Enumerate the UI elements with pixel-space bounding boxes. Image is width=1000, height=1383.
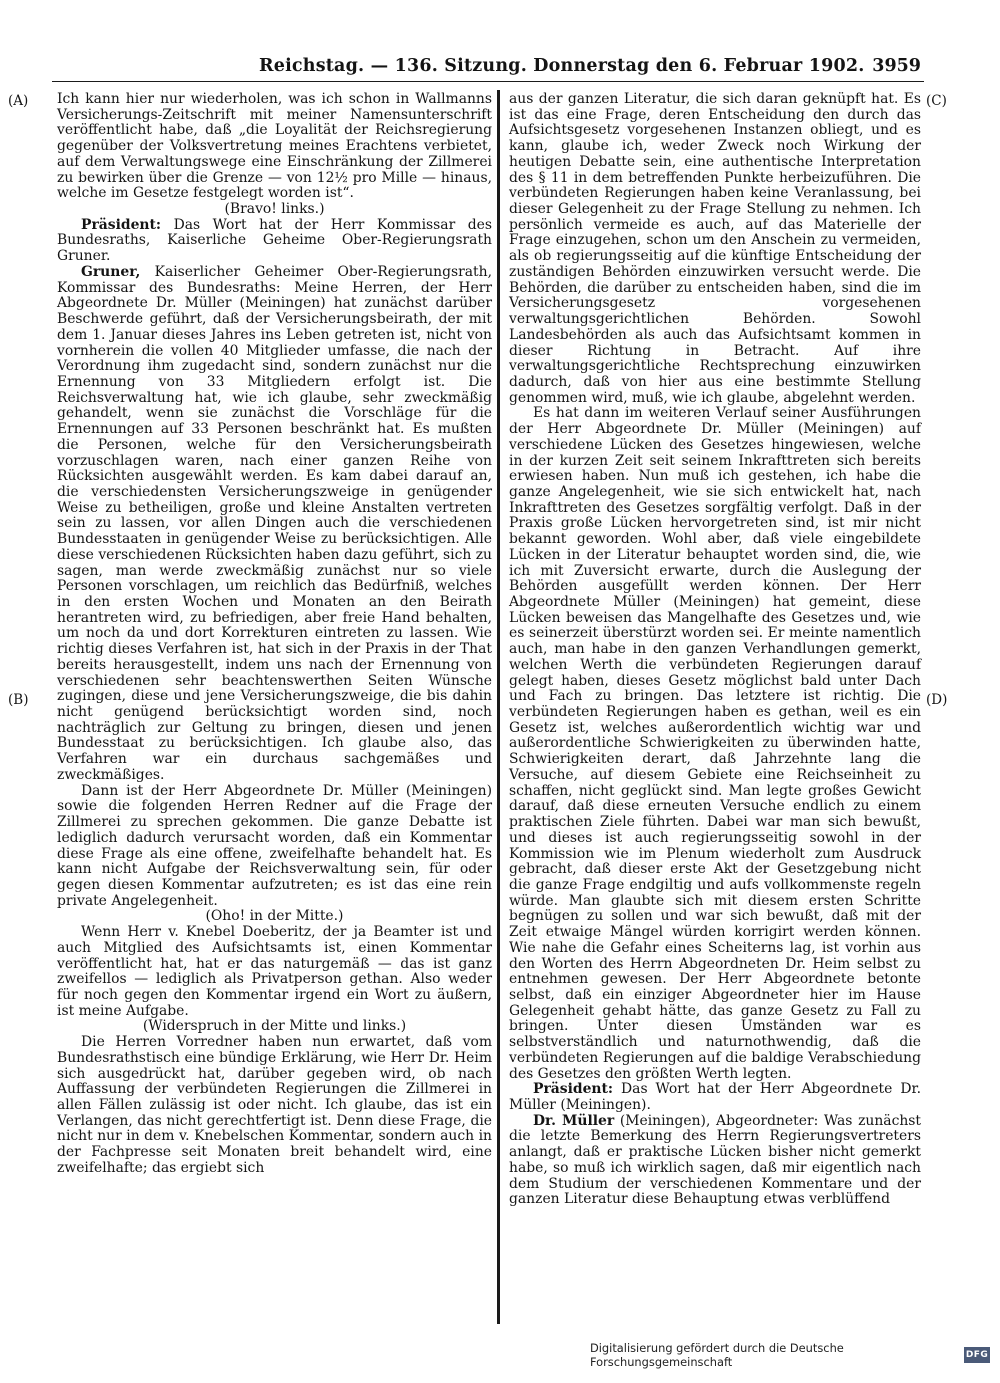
paragraph-text: (Widerspruch in der Mitte und links.) xyxy=(142,1018,407,1035)
paragraph-text: (Meiningen), Abgeordneter: Was zunächst die letzte Bemerkung des Herrn Regierungsvertreters anlangt, daß er praktische Lücken bisher nicht gemerkt habe, so muß ich wirklich sagen, daß mir eigentlich nach dem Studium der verschiedenen Kommentare und der ganzen Literatur diese Behauptung etwas verblüffend xyxy=(509,1112,922,1208)
speaker-name: Gruner, xyxy=(81,263,141,280)
paragraph-text: Die Herren Vorredner haben nun erwartet, daß vom Bundesrathstisch eine bündige Erklärung, wie Herr Dr. Heim sich ausgedrückt hat, darüber gegeben wird, ob nach Auffassung der verbündeten Regierungen die Zillmerei in allen Fällen zulässig ist oder nicht. Ich glaube, das ist ein Verlangen, das nicht gerechtfertigt ist. Denn diese Frage, die nicht nur in dem v. Knebelschen Kommentar, sondern auch in der Fachpresse seit Monaten breit behandelt wird, eine zweifelhafte; das ergiebt sich xyxy=(57,1034,492,1176)
running-header xyxy=(52,50,924,82)
paragraph xyxy=(509,1114,921,1208)
paragraph-text: Dann ist der Herr Abgeordnete Dr. Müller (Meiningen) sowie die folgenden Herren Redner auf die Frage der Zillmerei zu sprechen gekommen. Die ganze Debatte ist lediglich dadurch verursacht worden, daß ein Kommentar diese Frage als eine offene, zweifelhafte behandelt hat. Es kann nicht Aufgabe der Reichsverwaltung sein, für oder gegen diesen Kommentar aufzutreten; es ist das eine rein private Angelegenheit. xyxy=(57,782,492,909)
paragraph xyxy=(509,92,921,406)
footer xyxy=(590,1341,990,1369)
left-column xyxy=(57,92,492,1324)
speaker-name: Präsident: xyxy=(533,1081,614,1098)
paragraph xyxy=(509,406,921,1082)
speaker-name: Dr. Müller xyxy=(533,1112,615,1129)
margin-marker-c: (C) xyxy=(926,93,947,109)
right-column xyxy=(509,92,921,1324)
paragraph xyxy=(57,265,492,784)
paragraph-text: Ich kann hier nur wiederholen, was ich schon in Wallmanns Versicherungs-Zeitschrift mit meiner Namensunterschrift veröffentlicht habe, daß „die Loyalität der Reichsregierung gegenüber der Volksvertretung meines Erachtens verbietet, auf dem Verwaltungswege eine Einschränkung der Zillmerei zu bewirken über die Grenze — von 12½ pro Mille — hinaus, welche im Gesetze festgelegt worden ist“. xyxy=(57,91,492,202)
interjection xyxy=(57,1019,492,1035)
header-title: Reichstag. — 136. Sitzung. Donnerstag den 6. Februar 1902. xyxy=(259,56,865,76)
paragraph xyxy=(57,92,492,202)
paragraph-text: aus der ganzen Literatur, die sich daran geknüpft hat. Es ist das eine Frage, deren Entscheidung den durch das Aufsichtsgesetz vorgesehenen Instanzen obliegt, und es kann, glaube ich, weder Zweck noch Wirkung der heutigen Debatte sein, eine authentische Interpretation des § 11 in dem betreffenden Punkte herbeizuführen. Die verbündeten Regierungen haben keine Veranlassung, bei dieser Gelegenheit zu der Frage Stellung zu nehmen. Ich persönlich vermeide es auch, auf das Materielle der Frage einzugehen, schon um den Anschein zu vermeiden, als ob regierungsseitig auf die künftige Entscheidung der zuständigen Behörden einzuwirken versucht werde. Die Behörden, die darüber zu entscheiden haben, sind die im Versicherungsgesetz vorgesehenen verwaltungsgerichtlichen Behörden. Sowohl Landesbehörden als auch das Aufsichtsamt kommen in dieser Richtung in Betracht. Auf ihre verwaltungsgerichtliche Rechtsprechung einzuwirken dadurch, daß von hier aus eine bestimmte Stellung genommen wird, muß, wie ich glaube, abgelehnt werden. xyxy=(509,91,921,406)
paragraph xyxy=(57,218,492,265)
paragraph xyxy=(509,1082,921,1113)
footer-credit: Digitalisierung gefördert durch die Deutsche Forschungsgemeinschaft xyxy=(590,1341,844,1369)
paragraph-text: (Bravo! links.) xyxy=(224,201,325,218)
paragraph-text: Das Wort hat der Herr Abgeordnete Dr. Müller (Meiningen). xyxy=(509,1081,921,1113)
margin-marker-b: (B) xyxy=(8,692,29,708)
margin-marker-d: (D) xyxy=(926,692,948,708)
interjection xyxy=(57,202,492,218)
paragraph xyxy=(57,1035,492,1176)
paragraph xyxy=(57,925,492,1019)
paragraph-text: Das Wort hat der Herr Kommissar des Bundesraths, Kaiserliche Geheime Ober-Regierungsrath Gruner. xyxy=(57,216,492,265)
margin-marker-a: (A) xyxy=(8,93,29,109)
speaker-name: Präsident: xyxy=(81,216,162,233)
column-divider xyxy=(497,90,500,1324)
dfg-logo: DFG xyxy=(964,1347,990,1363)
paragraph-text: (Oho! in der Mitte.) xyxy=(205,908,344,925)
interjection xyxy=(57,909,492,925)
paragraph-text: Es hat dann im weiteren Verlauf seiner Ausführungen der Herr Abgeordnete Dr. Müller (Meiningen) auf verschiedene Lücken des Gesetzes hingewiesen, welche in der kurzen Zeit seit seinem Inkrafttreten sich bereits erwiesen haben. Nun muß ich gestehen, ich habe die ganze Angelegenheit, wie sie sich entwickelt hat, nach Inkrafttreten des Gesetzes sorgfältig verfolgt. Daß in der Praxis große Lücken hervorgetreten sind, ist mir nicht bekannt geworden. Wohl aber, daß viele eingebildete Lücken in der Literatur behauptet worden sind, die, wie ich mit Zuversicht erwarte, durch die Auslegung der Behörden ausgefüllt werden können. Der Herr Abgeordnete Müller (Meiningen) hat gemeint, diese Lücken beweisen das Mangelhafte des Gesetzes und, wie es seinerzeit überstürzt worden sei. Er meinte namentlich auch, man habe in den ganzen Verhandlungen gemerkt, welchen Werth die verbündeten Regierungen darauf gelegt haben, dieses Gesetz möglichst bald unter Dach und Fach zu bringen. Das letztere ist richtig. Die verbündeten Regierungen haben es gethan, weil es ein Gesetz ist, welches außerordentlich wichtig war und außerordentliche Schwierigkeiten zu überwinden hatte, Schwierigkeiten derart, daß Jahrzehnte lang die Versuche, auf diesem Gebiete eine Reichseinheit zu schaffen, nicht geglückt sind. Man legte großes Gewicht darauf, daß diese erneuten Versuche endlich zu einem praktischen Ziele führten. Dabei war man sich bewußt, und dieses ist auch regierungsseitig sowohl in der Kommission wie im Plenum wiederholt zum Ausdruck gebracht, daß dieser erste Akt der Gesetzgebung nicht die ganze Frage endgiltig und aufs vollkommenste regeln würde. Man glaubte sich mit diesem ersten Schritte begnügen zu sollen und war sich bewußt, daß mit der Zeit etwaige Mängel würden korrigirt werden können. Wie nahe die Gefahr eines Scheiterns lag, ist vorhin aus den Worten des Herrn Abgeordneten Dr. Heim selbst zu entnehmen gewesen. Der Herr Abgeordnete betonte selbst, daß ein einziger Abgeordneter hier im Hause Gelegenheit gehabt hätte, das ganze Gesetz zu Fall zu bringen. Unter diesen Umständen war es selbstverständlich und naturnothwendig, daß die verbündeten Regierungen auf die baldige Verabschiedung des Gesetzes den größten Werth legten. xyxy=(509,405,921,1082)
paragraph xyxy=(57,784,492,910)
page-number: 3959 xyxy=(872,56,921,76)
paragraph-text: Wenn Herr v. Knebel Doeberitz, der ja Beamter ist und auch Mitglied des Aufsichtsamts ist, einen Kommentar veröffentlicht hat, hat er das naturgemäß — das ist ganz zweifellos — lediglich als Privatperson gethan. Also weder für noch gegen den Kommentar irgend ein Wort zu äußern, ist meine Aufgabe. xyxy=(57,924,492,1019)
paragraph-text: Kaiserlicher Geheimer Ober-Regierungsrath, Kommissar des Bundesraths: Meine Herren, der Herr Abgeordnete Dr. Müller (Meiningen) hat zunächst darüber Beschwerde geführt, daß der Versicherungsbeirath, der mit dem 1. Januar dieses Jahres ins Leben getreten ist, nicht von vornherein die vollen 40 Mitglieder umfasse, die nach der Verordnung ihm zugedacht sind, sondern zunächst nur die Ernennung von 33 Mitgliedern erfolgt ist. Die Reichsverwaltung hat, wie ich glaube, sehr zweckmäßig gehandelt, wenn sie zunächst die Vorschläge für die Ernennungen auf 33 Personen beschränkt hat. Es mußten die Personen, welche für den Versicherungsbeirath vorzuschlagen waren, nach einer ganzen Reihe von Rücksichten ausgewählt werden. Es kam dabei darauf an, die verschiedensten Versicherungszweige in genügender Weise zu betheiligen, große und kleine Anstalten vertreten sein zu lassen, vor allen Dingen auch die verschiedenen Bundesstaaten in genügender Weise zu berücksichtigen. Alle diese verschiedenen Rücksichten haben dazu geführt, sich zu sagen, man werde zweckmäßig zunächst nur so viele Personen vorschlagen, um reichlich das Bedürfniß, welches in den ersten Wochen und Monaten an den Beirath herantreten wird, zu befriedigen, aber freie Hand behalten, um noch da und dort Korrekturen eintreten zu lassen. Wie richtig dieses Verfahren ist, hat sich in der Praxis in der That bereits herausgestellt, indem uns nach der Ernennung von verschiedenen sehr beachtenswerthen Seiten Wünsche zugingen, diese und jene Versicherungszweige, die bis dahin nicht genügend berücksichtigt worden sind, noch nachträglich zur Geltung zu bringen, diesen und jenen Bundesstaat zu berücksichtigen. Ich glaube also, das Verfahren war ein durchaus sachgemäßes und zweckmäßiges. xyxy=(57,263,492,783)
